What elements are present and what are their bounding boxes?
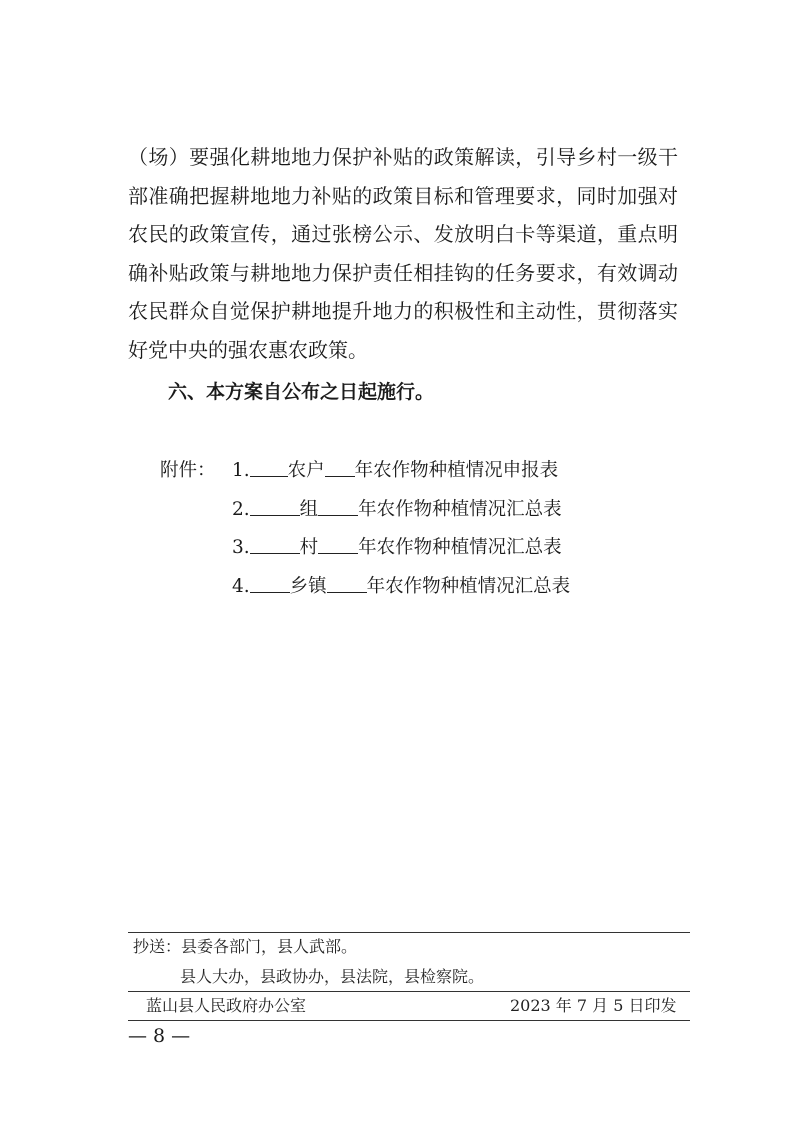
attachment-heading: 附件： [160, 460, 216, 481]
issuer: 蓝山县人民政府办公室 [146, 996, 307, 1015]
attachment-title: 年农作物种植情况汇总表 [358, 537, 562, 558]
issue-date: 2023 年 7 月 5 日印发 [510, 996, 677, 1015]
body-line: 确补贴政策与耕地地力保护责任相挂钩的任务要求，有效调动 [128, 260, 678, 285]
attachment-unit: 组 [299, 498, 319, 520]
attachment-title: 年农作物种植情况汇总表 [358, 498, 562, 520]
attachment-unit: 农户 [287, 460, 325, 481]
fill-blank [250, 574, 290, 593]
clause-six-heading: 六、本方案自公布之日起施行。 [168, 381, 435, 403]
body-line: 好党中央的强农惠农政策。 [128, 337, 368, 362]
body-line: （场）要强化耕地地力保护补贴的政策解读，引导乡村一级干 [128, 145, 678, 169]
cc-recipients: 县委各部门，县人武部。 [181, 937, 358, 956]
fill-blank [318, 535, 358, 554]
attachment-unit: 乡镇 [289, 575, 327, 597]
fill-blank [327, 574, 367, 593]
body-line: 农民群众自觉保护耕地提升地力的积极性和主动性，贯彻落实 [128, 299, 678, 323]
footer-top-rule [128, 932, 690, 933]
attachment-title: 年农作物种植情况汇总表 [366, 575, 571, 597]
cc-line [133, 936, 357, 958]
body-paragraph [128, 138, 678, 369]
footer-bottom-rule [128, 1020, 690, 1021]
attachment-number: 3. [232, 537, 250, 558]
body-line: 部准确把握耕地地力补贴的政策目标和管理要求，同时加强对 [128, 183, 678, 208]
attachment-number: 2. [232, 498, 250, 520]
attachment-item [160, 529, 570, 568]
attachment-title: 年农作物种植情况申报表 [354, 460, 559, 481]
attachment-list [160, 452, 570, 606]
fill-blank [325, 458, 355, 477]
fill-blank [250, 458, 288, 477]
cc-label: 抄送： [133, 937, 182, 956]
attachment-item [160, 491, 570, 530]
attachment-number: 4. [232, 575, 250, 597]
cc-recipients-2: 县人大办，县政协办，县法院，县检察院。 [180, 967, 485, 986]
fill-blank [250, 497, 300, 516]
fill-blank [250, 535, 300, 554]
attachment-item [160, 452, 570, 491]
fill-blank [318, 497, 358, 516]
body-line: 农民的政策宣传，通过张榜公示、发放明白卡等渠道，重点明 [128, 222, 678, 246]
footer-mid-rule [128, 991, 690, 992]
attachment-number: 1. [232, 460, 250, 481]
attachment-unit: 村 [299, 537, 319, 558]
page-number: — 8 — [128, 1025, 191, 1047]
attachment-item [160, 568, 570, 607]
